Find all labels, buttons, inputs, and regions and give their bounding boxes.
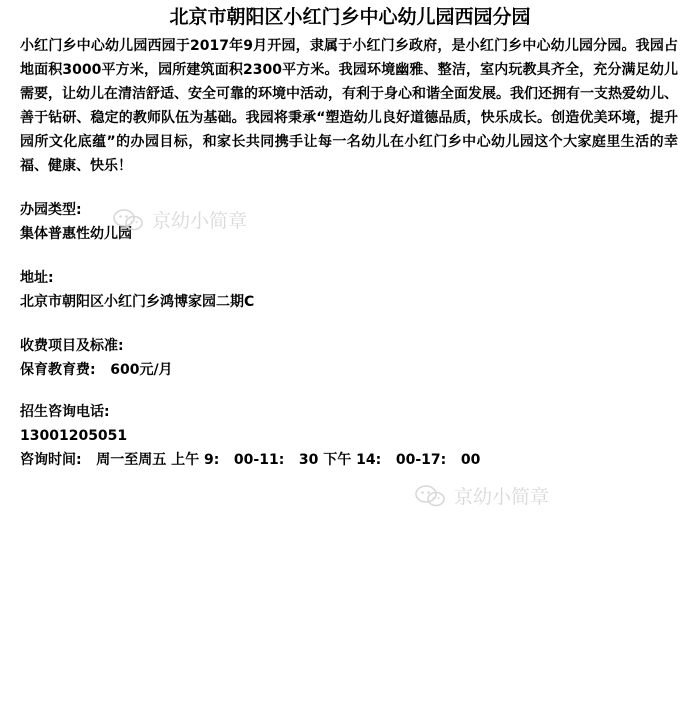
fee-section [20,334,680,382]
fee-value: 保育教育费: 600元/月 [20,362,173,378]
phone-value: 13001205051 [20,428,128,444]
phone-label: 招生咨询电话: [20,404,110,420]
address-label: 地址: [20,270,54,286]
address-value: 北京市朝阳区小红门乡鸿博家园二期C [20,294,255,310]
fee-label: 收费项目及标准: [20,338,124,354]
address-section [20,266,680,314]
page-title: 北京市朝阳区小红门乡中心幼儿园西园分园 [169,6,531,28]
school-type-label: 办园类型: [20,202,82,218]
wechat-logo-icon [414,484,448,508]
phone-section [20,400,680,472]
hours-value: 咨询时间: 周一至周五 上午 9: 00-11: 30 下午 14: 00-17: 00 [20,452,481,468]
watermark-text: 京幼小简章 [454,486,550,508]
watermark [112,206,247,233]
watermark-text: 京幼小简章 [152,210,248,232]
intro-paragraph: 小红门乡中心幼儿园西园于2017年9月开园，隶属于小红门乡政府，是小红门乡中心幼儿园分园。我园占地面积3000平方米，园所建筑面积2300平方米。我园环境幽雅、整洁，室内玩教具齐全，充分满足幼儿需要，让幼儿在清洁舒适、安全可靠的环境中活动，有利于身心和谐全面发展。我们还拥有一支热爱幼儿、善于钻研、稳定的教师队伍为基础。我园将秉承“塑造幼儿良好道德品质，快乐成长。创造优美环境，提升园所文化底蕴”的办园目标，和家长共同携手让每一名幼儿在小红门乡中心幼儿园这个大家庭里生活的幸福、健康、快乐！ [20,38,678,174]
watermark [414,482,549,509]
wechat-logo-icon [112,208,146,232]
school-type-value: 集体普惠性幼儿园 [20,226,132,242]
